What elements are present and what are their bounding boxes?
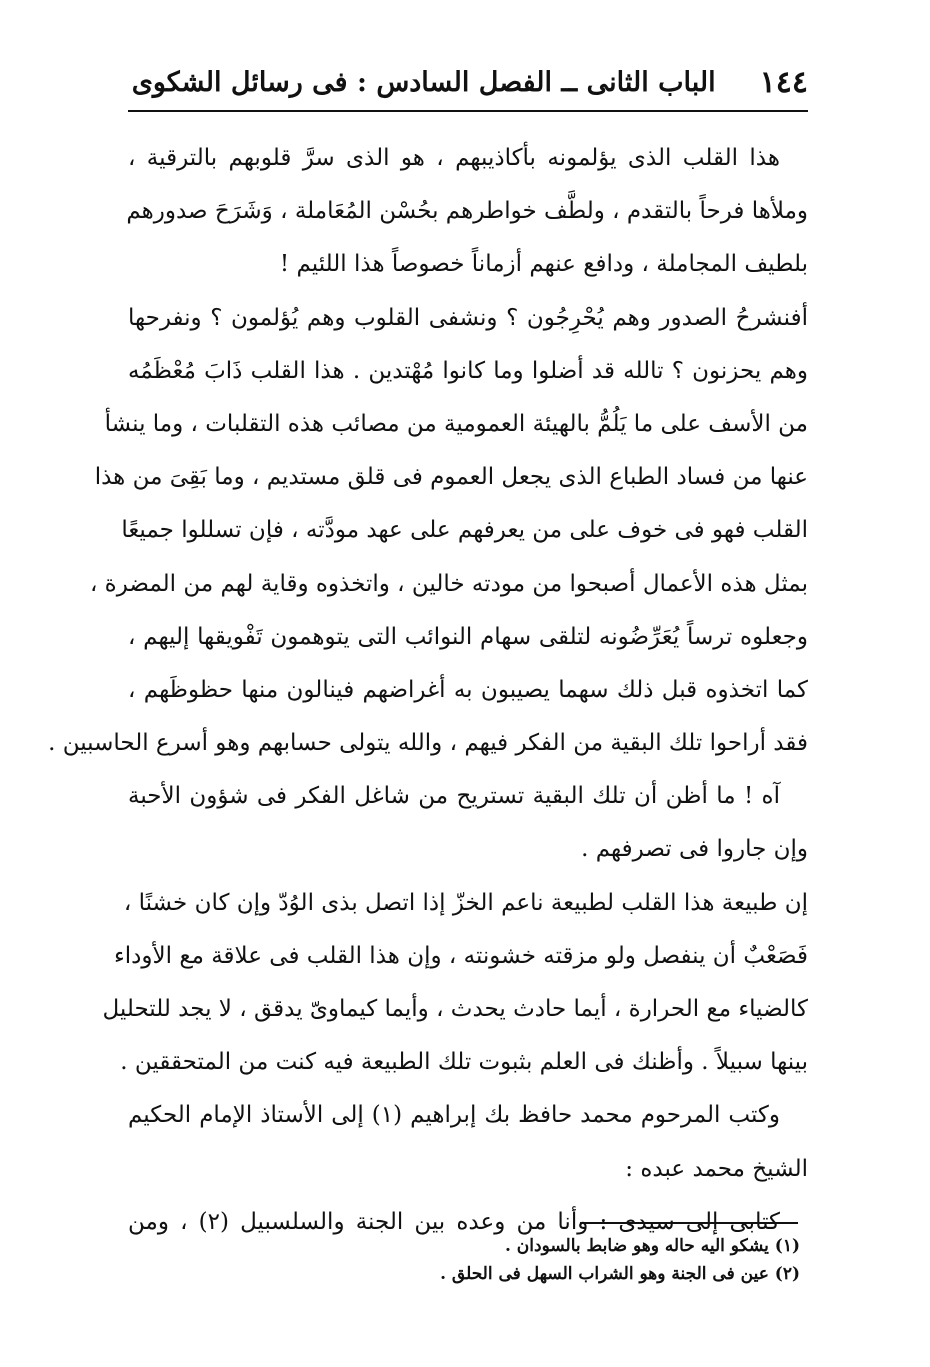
text-line: فَصَعْبٌ أن ينفصل ولو مزقته خشونته ، وإن هذا القلب فى علاقة مع الأوداء [113, 942, 808, 969]
text-line: كما اتخذوه قبل ذلك سهما يصيبون به أغراضهم فينالون منها حظوظَهم ، [128, 676, 808, 703]
body-text [48, 132, 808, 1235]
text-line: عنها من فساد الطباع الذى يجعل العموم فى قلق مستديم ، وما بَقِىَ من هذا [94, 464, 808, 491]
text-line: فقد أراحوا تلك البقية من الفكر فيهم ، والله يتولى حسابهم وهو أسرع الحاسبين . [48, 730, 808, 757]
text-line: آه ! ما أظن أن تلك البقية تستريح من شاغل الفكر فى شؤون الأحبة [128, 783, 780, 810]
text-line: بلطيف المجاملة ، ودافع عنهم أزماناً خصوصاً هذا اللئيم ! [279, 251, 808, 278]
running-title: الباب الثانى ــ الفصل السادس : فى رسائل الشكوى [131, 66, 716, 98]
text-line: من الأسف على ما يَلُمُّ بالهيئة العمومية من مصائب هذه التقلبات ، وما ينشأ [104, 410, 808, 437]
text-line: بينها سبيلاً . وأظنك فى العلم بثبوت تلك الطبيعة فيه كنت من المتحققين . [120, 1049, 808, 1076]
page-number: ١٤٤ [759, 64, 808, 100]
text-line: بمثل هذه الأعمال أصبحوا من مودته خالين ، واتخذوه وقاية لهم من المضرة ، [89, 570, 808, 597]
text-line: وملأها فرحاً بالتقدم ، ولطَّف خواطرهم بحُسْن المُعَاملة ، وَشَرَحَ صدورهم [126, 198, 808, 225]
text-line: كالضياء مع الحرارة ، أيما حادث يحدث ، وأيما كيماوىّ يدقق ، لا يجد للتحليل [102, 996, 808, 1022]
text-line: إن طبيعة هذا القلب لطبيعة ناعم الخزّ إذا اتصل بذى الوُدّ وإن كان خشنًا ، [123, 889, 808, 916]
text-line: الشيخ محمد عبده : [625, 1155, 808, 1182]
text-line: أفنشرحُ الصدور وهم يُحْرِجُون ؟ ونشفى القلوب وهم يُؤلمون ؟ ونفرحها [128, 304, 808, 331]
text-line: وجعلوه ترساً يُعَرِّضُونه لتلقى سهام النوائب التى يتوهمون تَفْويقها إليهم ، [128, 623, 808, 650]
footnotes [300, 1232, 800, 1288]
text-line: وهم يحزنون ؟ تالله قد أضلوا وما كانوا مُهْتدين . هذا القلب ذَابَ مُعْظَمُه [128, 357, 808, 384]
text-line: كتابى إلى سيدى : وأنا من وعده بين الجنة والسلسبيل (٢) ، ومن [128, 1208, 780, 1235]
page-header [128, 62, 808, 102]
text-line: هذا القلب الذى يؤلمونه بأكاذيبهم ، هو الذى سرَّ قلوبهم بالترقية ، [128, 145, 780, 171]
text-line: وكتب المرحوم محمد حافظ بك إبراهيم (١) إلى الأستاذ الإمام الحكيم [128, 1102, 780, 1129]
text-line: القلب فهو فى خوف على من يعرفهم على عهد مودَّته ، فإن تسللوا جميعًا [121, 517, 808, 544]
text-line: وإن جاروا فى تصرفهم . [581, 836, 808, 863]
header-divider [128, 110, 808, 112]
footnote-2: (٢) عين فى الجنة وهو الشراب السهل فى الحلق . [440, 1264, 800, 1284]
footnote-divider [580, 1222, 798, 1224]
footnote-1: (١) يشكو اليه حاله وهو ضابط بالسودان . [504, 1236, 800, 1256]
